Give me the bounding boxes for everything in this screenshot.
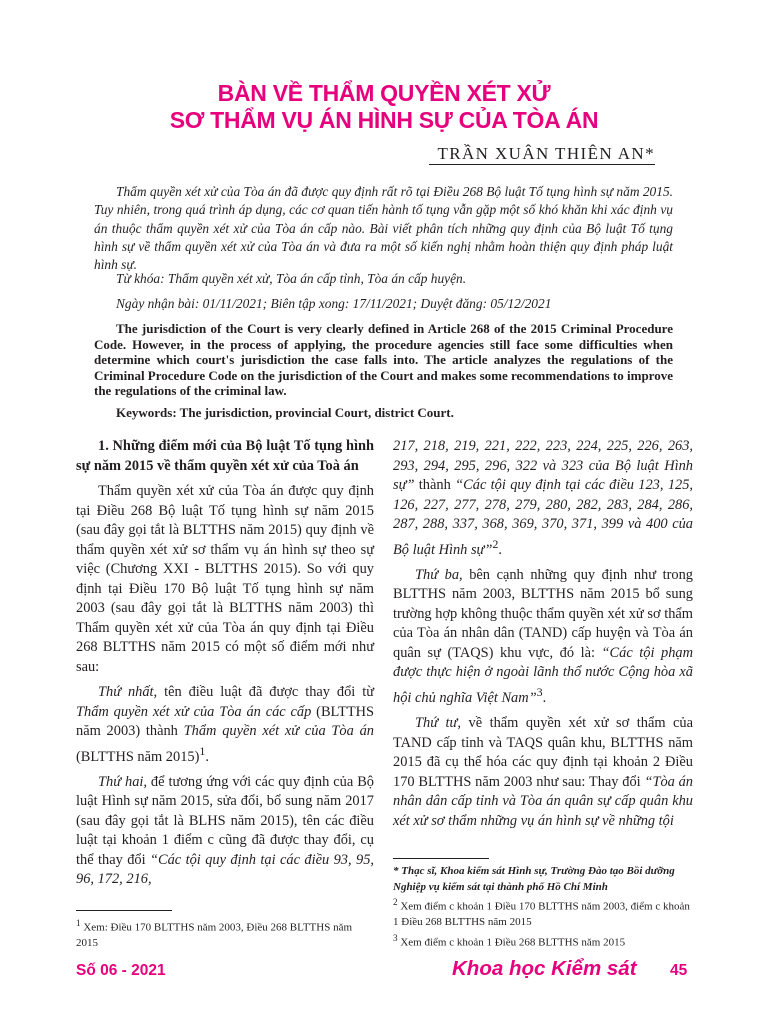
footnote-ref[interactable]: 3 <box>536 684 543 699</box>
page-number: 45 <box>670 962 688 979</box>
footnotes-left <box>76 910 374 952</box>
article-title-line-2: SƠ THẨM VỤ ÁN HÌNH SỰ CỦA TÒA ÁN <box>169 107 599 133</box>
keywords-english: Keywords: The jurisdiction, provincial Court, district Court. <box>116 405 454 420</box>
body-text-italic: “Các tội phạm được thực hiện ở ngoài lãnh thổ nước Cộng hòa xã hội chủ nghĩa Việt Nam” <box>393 644 693 706</box>
body-paragraph: Thẩm quyền xét xử của Tòa án được quy định tại Điều 268 Bộ luật Tố tụng hình sự năm 2015 (sau đây gọi tắt là BLTTHS năm 2015) quy định về thẩm quyền xét xử sơ thẩm vụ án hình sự theo sự việc (Chương XXI - BLTTHS 2015). So với quy định tại Điều 170 Bộ luật Tố tụng hình sự năm 2003 (sau đây gọi tắt là BLTTHS năm 2003) thì Thẩm quyền xét xử của Tòa án quy định tại Điều 268 BLTTHS năm 2015 có một số điểm mới như sau: <box>76 483 374 675</box>
article-title-line-1: BÀN VỀ THẨM QUYỀN XÉT XỬ <box>217 80 551 106</box>
journal-name: Khoa học Kiểm sát <box>452 957 637 980</box>
body-text: (BLTTHS năm 2003) thành <box>76 703 375 739</box>
body-column-left <box>76 437 374 896</box>
keywords-vietnamese: Từ khóa: Thẩm quyền xét xử, Tòa án cấp tỉnh, Tòa án cấp huyện. <box>116 271 467 286</box>
body-text: . <box>205 748 209 765</box>
body-text: thành <box>414 477 456 493</box>
footnote-number: 2 <box>393 897 398 907</box>
body-text-italic: “Các tội quy định tại các điều 93, 95, 96, 172, 216, <box>76 851 374 888</box>
author-footnote: * Thạc sĩ, Khoa kiểm sát Hình sự, Trường Đào tạo Bồi dưỡng Nghiệp vụ kiểm sát tại thành phố Hồ Chí Minh <box>393 865 675 893</box>
paragraph-lead: Thứ ba, <box>415 566 463 583</box>
body-text: về thẩm quyền xét xử sơ thẩm của TAND cấp tỉnh và TAQS quân khu, BLTTHS năm 2015 đã cụ thể hóa các quy định tại khoản 2 Điều 170 BLTTHS năm 2003 như sau: Thay đổi <box>393 715 694 790</box>
paragraph-lead: Thứ tư, <box>415 715 461 732</box>
body-text: . <box>498 541 503 558</box>
body-text: bên cạnh những quy định như trong BLTTHS năm 2003, BLTTHS năm 2015 bổ sung trường hợp không thuộc thẩm quyền xét xử sơ thẩm của Tòa án nhân dân (TAND) cấp huyện và Tòa án quân sự (TAQS) khu vực, đó là: <box>393 566 693 661</box>
footnote-divider <box>76 910 172 911</box>
footnote-1 <box>76 916 374 952</box>
body-column-right <box>393 437 693 837</box>
body-paragraph <box>76 683 374 767</box>
body-text: để tương ứng với các quy định của Bộ luật Hình sự năm 2015, sửa đổi, bổ sung năm 2017 (sau đây gọi tắt là BLHS năm 2015), tên các điều luật tại khoản 1 điểm c cũng đã được thay đổi, cụ thể thay đổi <box>76 773 374 868</box>
footnote-text: Xem: Điều 170 BLTTHS năm 2003, Điều 268 BLTTHS năm 2015 <box>76 921 353 950</box>
body-paragraph-continued <box>393 437 693 560</box>
submission-dates: Ngày nhận bài: 01/11/2021; Biên tập xong: 17/11/2021; Duyệt đăng: 05/12/2021 <box>116 296 552 311</box>
body-text: . <box>542 689 547 706</box>
footnote-3 <box>393 931 693 951</box>
body-text: (BLTTHS năm 2015) <box>76 748 200 765</box>
body-text-italic: “Tòa án nhân dân cấp tỉnh và Tòa án quân sự cấp quân khu xét xử sơ thẩm những vụ án hình sự về những tội <box>393 773 693 829</box>
body-paragraph <box>393 566 693 708</box>
body-text-italic: Thẩm quyền xét xử của Tòa án <box>183 723 374 739</box>
footnote-ref[interactable]: 1 <box>199 743 206 758</box>
footnote-2 <box>393 895 693 931</box>
section-heading: 1. Những điểm mới của Bộ luật Tố tụng hình sự năm 2015 về thẩm quyền xét xử của Toà án <box>76 438 374 474</box>
body-text: tên điều luật đã được thay đổi từ <box>157 684 374 700</box>
paragraph-lead: Thứ hai, <box>98 773 147 790</box>
author-underline <box>429 164 655 165</box>
abstract-english: The jurisdiction of the Court is very clearly defined in Article 268 of the 2015 Criminal Procedure Code. However, in the process of applying, the procedure agencies still face some difficulties when determine which court's jurisdiction the case falls into. The article analyzes the regulations of the Criminal Procedure Code on the jurisdiction of the Court and makes some recommendations to improve the regulations of the criminal law. <box>94 321 673 398</box>
footnote-text: Xem điểm c khoản 1 Điều 268 BLTTHS năm 2015 <box>397 936 626 949</box>
footnote-number: 3 <box>393 932 398 943</box>
body-paragraph <box>76 773 374 890</box>
issue-number: Số 06 - 2021 <box>76 962 166 979</box>
body-text-italic: 217, 218, 219, 221, 222, 223, 224, 225, 226, 263, 293, 294, 295, 296, 322 và 323 của Bộ luật Hình sự” <box>393 438 693 493</box>
author-name: TRẦN XUÂN THIÊN AN* <box>437 144 655 163</box>
footnote-number: 1 <box>76 918 81 928</box>
body-text-italic: Thẩm quyền xét xử của Tòa án các cấp <box>76 703 312 720</box>
paragraph-lead: Thứ nhất, <box>98 684 158 700</box>
body-text-italic: “Các tội quy định tại các điều 123, 125, 126, 227, 277, 278, 279, 280, 282, 283, 284, 286, 287, 288, 337, 368, 369, 370, 371, 399 và 400 của Bộ luật Hình sự” <box>393 477 694 558</box>
abstract-vietnamese: Thẩm quyền xét xử của Tòa án đã được quy định rất rõ tại Điều 268 Bộ luật Tố tụng hình sự năm 2015. Tuy nhiên, trong quá trình áp dụng, các cơ quan tiến hành tố tụng vẫn gặp một số khó khăn khi xác định vụ án thuộc thẩm quyền xét xử của Tòa án cấp nào. Bài viết phân tích những quy định của Bộ luật Tố tụng hình sự về thẩm quyền xét xử của Tòa án và đưa ra một số kiến nghị nhằm hoàn thiện quy định pháp luật hình sự. <box>94 184 673 273</box>
footnotes-right <box>393 858 693 951</box>
body-paragraph <box>393 714 693 831</box>
footnote-divider <box>393 858 489 859</box>
footnote-text: Xem điểm c khoản 1 Điều 170 BLTTHS năm 2003, điểm c khoản 1 Điều 268 BLTTHS năm 2015 <box>393 900 690 929</box>
footnote-ref[interactable]: 2 <box>492 536 499 551</box>
